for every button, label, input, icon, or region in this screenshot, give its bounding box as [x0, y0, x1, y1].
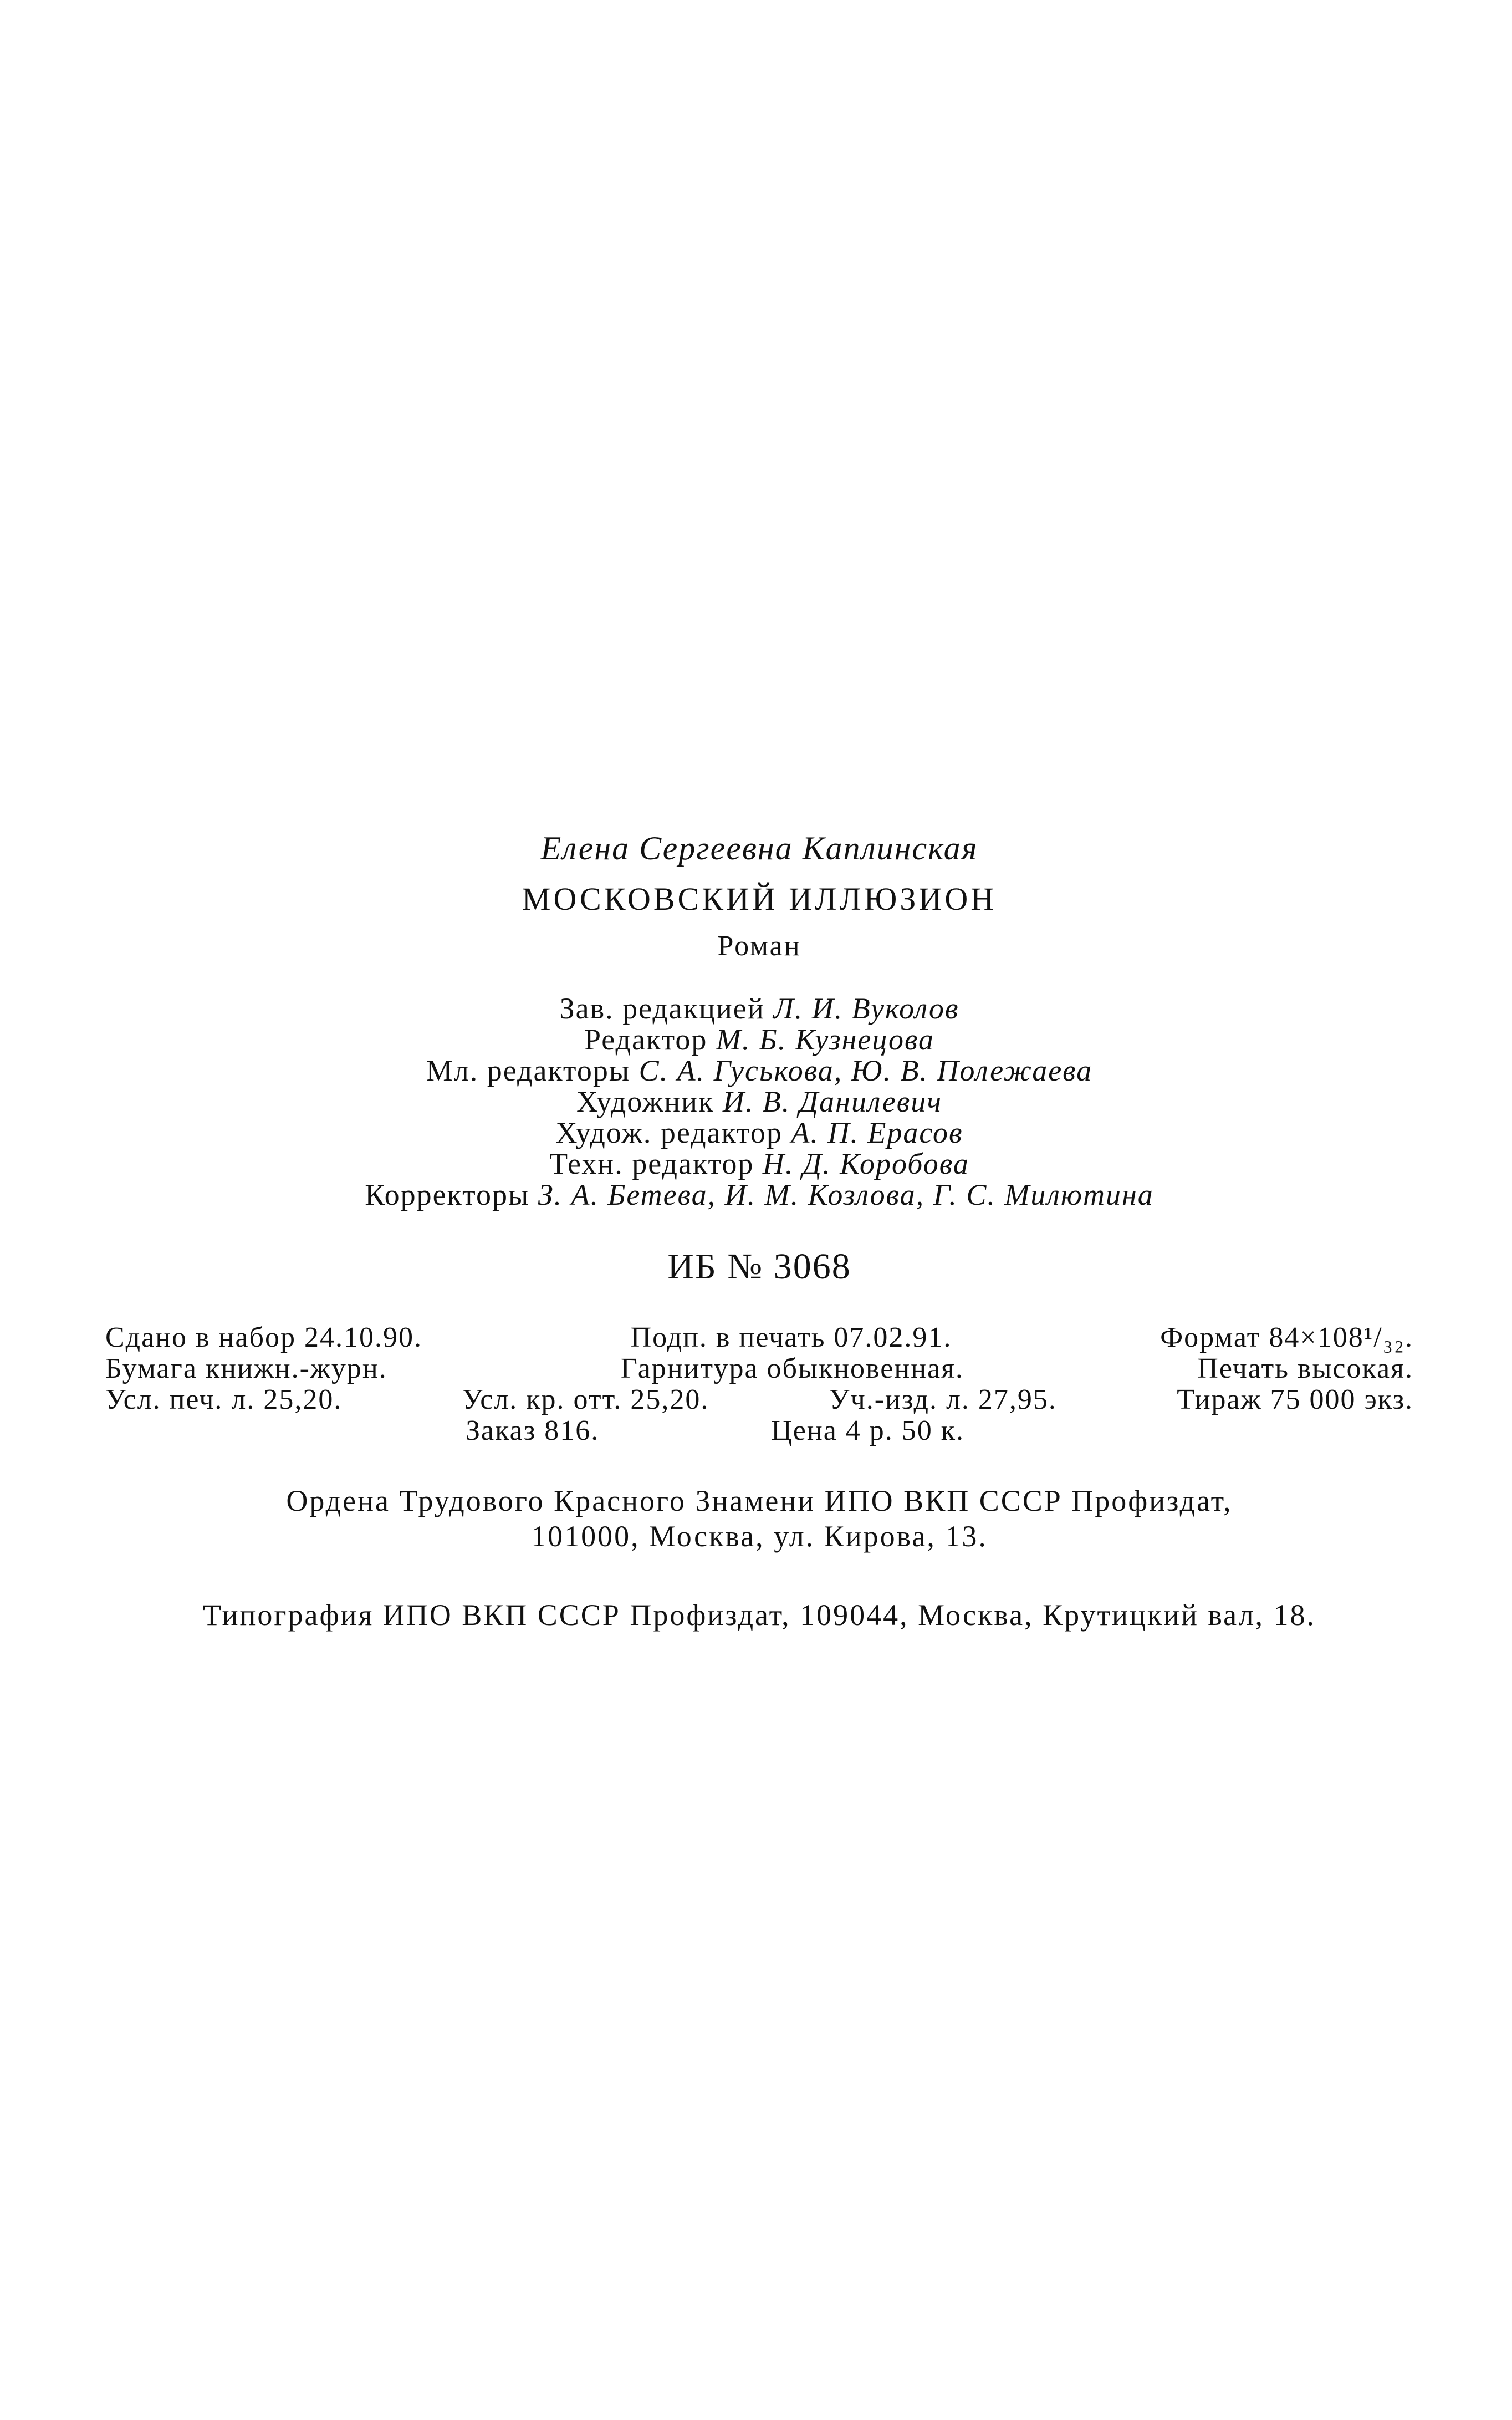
printer-line: Типография ИПО ВКП СССР Профиздат, 109044, Москва, Крутицкий вал, 18.	[202, 1598, 1316, 1632]
staff-role: Мл. редакторы	[426, 1054, 631, 1087]
production-details	[105, 1322, 1413, 1446]
production-item: Формат 84×108¹/₃₂.	[1160, 1322, 1413, 1353]
production-item: Усл. кр. отт. 25,20.	[462, 1384, 709, 1415]
production-item: Подп. в печать 07.02.91.	[630, 1322, 952, 1353]
staff-role: Худож. редактор	[555, 1116, 783, 1149]
production-row	[105, 1353, 1413, 1384]
production-item: Усл. печ. л. 25,20.	[105, 1384, 343, 1415]
production-item: Печать высокая.	[1197, 1353, 1413, 1384]
production-item: Тираж 75 000 экз.	[1177, 1384, 1413, 1415]
staff-line	[105, 1117, 1413, 1148]
staff-line	[105, 1148, 1413, 1179]
book-author: Елена Сергеевна Каплинская	[540, 830, 978, 867]
imprint-page	[105, 829, 1413, 1633]
publisher-block	[105, 1483, 1413, 1554]
production-item: Цена 4 р. 50 к.	[771, 1415, 965, 1446]
production-item: Бумага книжн.-журн.	[105, 1353, 387, 1384]
staff-role: Зав. редакцией	[559, 992, 765, 1025]
staff-name: З. А. Бетева, И. М. Козлова, Г. С. Милютина	[538, 1178, 1154, 1211]
publisher-name: Ордена Трудового Красного Знамени ИПО ВКП СССР Профиздат,	[286, 1484, 1233, 1517]
production-item: Сдано в набор 24.10.90.	[105, 1322, 422, 1353]
staff-name: А. П. Ерасов	[791, 1116, 963, 1149]
book-title: МОСКОВСКИЙ ИЛЛЮЗИОН	[522, 881, 997, 917]
publisher-address: 101000, Москва, ул. Кирова, 13.	[531, 1520, 988, 1553]
staff-line	[105, 1179, 1413, 1210]
staff-name: Н. Д. Коробова	[762, 1147, 969, 1180]
staff-name: С. А. Гуськова, Ю. В. Полежаева	[638, 1054, 1093, 1087]
staff-name: И. В. Данилевич	[722, 1085, 942, 1118]
production-row	[105, 1384, 1413, 1415]
production-row	[105, 1415, 1413, 1446]
ib-number: ИБ № 3068	[667, 1246, 851, 1287]
staff-name: М. Б. Кузнецова	[716, 1023, 935, 1056]
staff-role: Техн. редактор	[549, 1147, 754, 1180]
book-genre: Роман	[717, 930, 801, 962]
staff-role: Корректоры	[365, 1178, 530, 1211]
production-item: Заказ 816.	[466, 1415, 600, 1446]
staff-line	[105, 993, 1413, 1024]
editorial-staff	[105, 993, 1413, 1210]
production-row	[105, 1322, 1413, 1353]
staff-line	[105, 1055, 1413, 1086]
production-item: Уч.-изд. л. 27,95.	[829, 1384, 1057, 1415]
staff-line	[105, 1086, 1413, 1117]
production-item: Гарнитура обыкновенная.	[620, 1353, 964, 1384]
staff-name: Л. И. Вуколов	[773, 992, 959, 1025]
staff-role: Редактор	[584, 1023, 708, 1056]
staff-line	[105, 1024, 1413, 1055]
staff-role: Художник	[576, 1085, 714, 1118]
